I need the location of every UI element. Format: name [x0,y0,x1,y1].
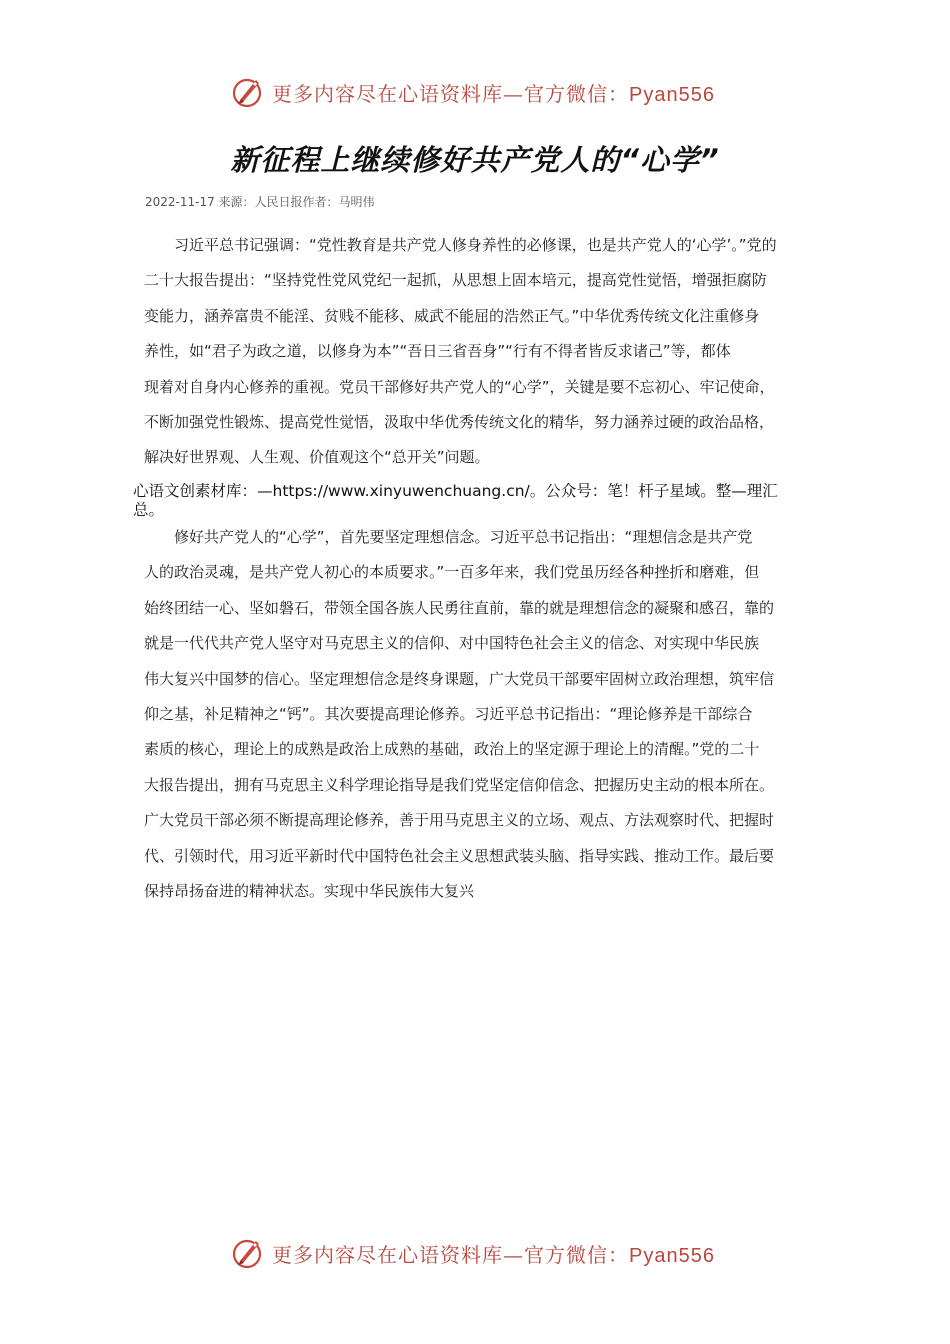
pen-nib-logo-icon [230,74,266,110]
paragraph-line: 伟大复兴中国梦的信心。坚定理想信念是终身课题，广大党员干部要牢固树立政治理想，筑牢信 [144,669,775,688]
paragraph-line: 素质的核心，理论上的成熟是政治上成熟的基础，政治上的坚定源于理论上的清醒。”党的二十 [144,740,760,759]
banner-site-text: 更多内容尽在心语资料库 [272,81,503,106]
paragraph-line: 习近平总书记强调：“党性教育是共产党人修身养性的必修课，也是共产党人的‘心学’。”党的 [144,236,777,254]
paragraph-line: 始终团结一心、坚如磐石，带领全国各族人民勇往直前，靠的就是理想信念的凝聚和感召，靠的 [144,598,775,617]
paragraph-line: 不断加强党性锻炼、提高党性觉悟，汲取中华优秀传统文化的精华，努力涵养过硬的政治品格， [144,413,775,432]
banner-dash: — [503,81,524,106]
promo-line: 心语文创素材库：—https://www.xinyuwenchuang.cn/。公众号：笔！杆子星域。整—理汇 [133,482,778,500]
article-paragraph-2 [144,520,816,909]
paragraph-line: 解决好世界观、人生观、价值观这个“总开关”问题。 [144,448,490,467]
header-banner-text [272,78,715,107]
banner-wechat-label: 官方微信： [524,1242,629,1267]
promo-text [133,482,833,520]
footer-banner-text [272,1239,715,1268]
article-paragraph-1 [144,228,816,476]
paragraph-line: 现着对自身内心修养的重视。党员干部修好共产党人的“心学”，关键是要不忘初心、牢记使命， [144,377,775,396]
paragraph-line: 变能力，涵养富贵不能淫、贫贱不能移、威武不能屈的浩然正气。”中华优秀传统文化注重修身 [144,306,760,325]
article-title: 新征程上继续修好共产党人的“心学” [230,143,720,177]
paragraph-line: 养性，如“君子为政之道，以修身为本”“吾日三省吾身”“行有不得者皆反求诸己”等，都体 [144,342,731,361]
promo-line: 总。 [133,501,165,519]
banner-site-text: 更多内容尽在心语资料库 [272,1242,503,1267]
header-banner [230,72,715,112]
pen-nib-logo-icon [230,1235,266,1271]
banner-wechat-id: Pyan556 [629,83,715,106]
paragraph-line: 人的政治灵魂，是共产党人初心的本质要求。”一百多年来，我们党虽历经各种挫折和磨难，但 [144,563,760,582]
paragraph-line: 代、引领时代，用习近平新时代中国特色社会主义思想武装头脑、指导实践、推动工作。最后要 [144,846,775,865]
paragraph-line: 广大党员干部必须不断提高理论修养，善于用马克思主义的立场、观点、方法观察时代、把握时 [144,811,775,830]
paragraph-line: 大报告提出，拥有马克思主义科学理论指导是我们党坚定信仰信念、把握历史主动的根本所在。 [144,775,775,794]
paragraph-line: 就是一代代共产党人坚守对马克思主义的信仰、对中国特色社会主义的信念、对实现中华民族 [144,634,760,653]
footer-banner [230,1233,715,1273]
paragraph-line: 二十大报告提出：“坚持党性党风党纪一起抓，从思想上固本培元，提高党性觉悟，增强拒腐防 [144,271,767,290]
banner-dash: — [503,1242,524,1267]
paragraph-line: 修好共产党人的“心学”，首先要坚定理想信念。习近平总书记指出：“理想信念是共产党 [144,528,753,546]
banner-wechat-label: 官方微信： [524,81,629,106]
paragraph-line: 保持昂扬奋进的精神状态。实现中华民族伟大复兴 [144,882,475,901]
paragraph-line: 仰之基，补足精神之“钙”。其次要提高理论修养。习近平总书记指出：“理论修养是干部综合 [144,705,753,724]
article-meta: 2022-11-17 来源：人民日报作者：马明伟 [145,195,375,209]
banner-wechat-id: Pyan556 [629,1244,715,1267]
